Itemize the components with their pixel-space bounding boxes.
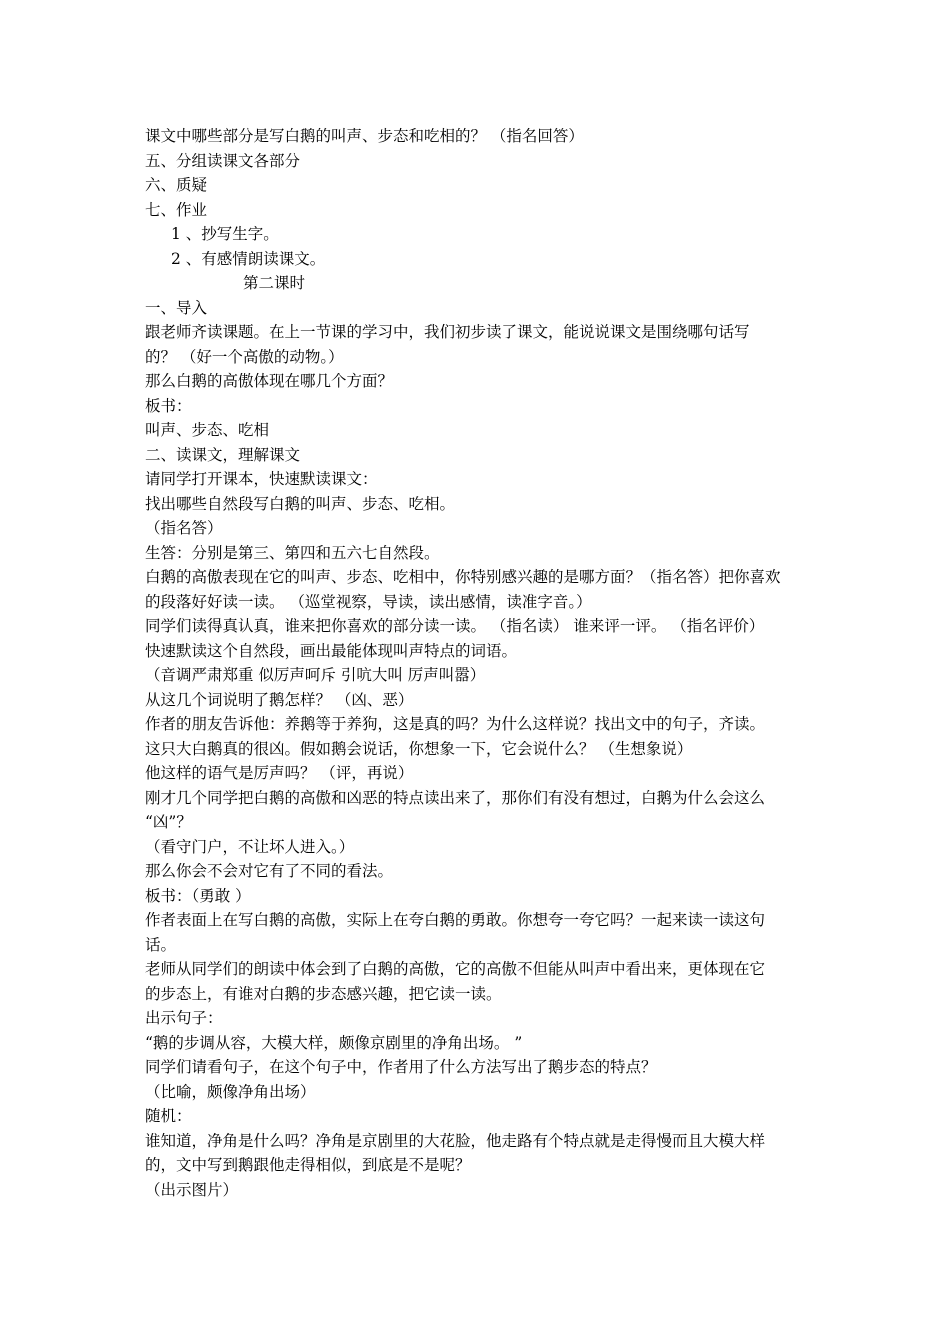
text-line: 的段落好好读一读。 （巡堂视察，导读，读出感情，读准字音。） — [145, 592, 592, 611]
text-line: “凶”？ — [145, 813, 192, 831]
text-line: （指名答） — [145, 519, 223, 537]
text-line: 话。 — [145, 935, 177, 954]
text-line: 的，文中写到鹅跟他走得相似，到底是不是呢？ — [145, 1156, 471, 1174]
section-heading: 六、质疑 — [145, 176, 208, 194]
text-line: （看守门户，不让坏人进入。） — [145, 837, 355, 856]
text-line: 课文中哪些部分是写白鹅的叫声、步态和吃相的？ （指名回答） — [145, 127, 584, 145]
text-line: 白鹅的高傲表现在它的叫声、步态、吃相中，你特别感兴趣的是哪方面？（指名答）把你喜欢 — [145, 568, 781, 586]
text-line: 请同学打开课本，快速默读课文： — [145, 470, 378, 488]
text-line: 板书： — [145, 396, 192, 415]
text-line: （比喻，颇像净角出场） — [145, 1082, 316, 1101]
text-line: 刚才几个同学把白鹅的高傲和凶恶的特点读出来了，那你们有没有想过，白鹅为什么会这么 — [145, 788, 766, 807]
text-line: 那么白鹅的高傲体现在哪几个方面？ — [145, 372, 394, 390]
text-line: 从这几个词说明了鹅怎样？ （凶、恶） — [145, 690, 414, 709]
lesson-title: 第二课时 — [243, 274, 306, 292]
text-line: 快速默读这个自然段，画出最能体现叫声特点的词语。 — [145, 641, 518, 660]
section-heading: 一、导入 — [145, 298, 208, 317]
text-line: 板书：（勇敢 ） — [145, 886, 251, 905]
text-line: 随机： — [145, 1107, 192, 1125]
text-line: 的步态上，有谁对白鹅的步态感兴趣，把它读一读。 — [145, 984, 502, 1003]
text-line: 作者表面上在写白鹅的高傲，实际上在夸白鹅的勇敢。你想夸一夸它吗？一起来读一读这句 — [145, 911, 766, 929]
text-line: 同学们请看句子，在这个句子中，作者用了什么方法写出了鹅步态的特点？ — [145, 1058, 657, 1076]
text-line: 的？ （好一个高傲的动物。） — [145, 347, 344, 366]
text-line: （出示图片） — [145, 1180, 239, 1199]
section-heading: 二、读课文，理解课文 — [145, 445, 301, 464]
text-line: 作者的朋友告诉他：养鹅等于养狗，这是真的吗？为什么这样说？找出文中的句子，齐读。 — [145, 715, 766, 733]
text-line: 老师从同学们的朗读中体会到了白鹅的高傲，它的高傲不但能从叫声中看出来，更体现在它 — [145, 960, 766, 978]
section-heading: 七、作业 — [145, 200, 208, 219]
list-item: 2 、有感情朗读课文。 — [171, 249, 326, 268]
document-page — [145, 124, 825, 1202]
text-line: 叫声、步态、吃相 — [145, 421, 270, 439]
text-line: （音调严肃郑重 似厉声呵斥 引吭大叫 厉声叫嚣） — [145, 666, 486, 684]
text-line: 那么你会不会对它有了不同的看法。 — [145, 862, 394, 880]
list-item: 1 、抄写生字。 — [171, 225, 279, 243]
text-line: 出示句子： — [145, 1009, 223, 1027]
quoted-sentence: “鹅的步调从容，大模大样，颇像京剧里的净角出场。 ” — [145, 1033, 523, 1052]
text-line: 跟老师齐读课题。在上一节课的学习中，我们初步读了课文，能说说课文是围绕哪句话写 — [145, 323, 750, 341]
text-line: 生答：分别是第三、第四和五六七自然段。 — [145, 543, 440, 562]
text-line: 谁知道，净角是什么吗？净角是京剧里的大花脸，他走路有个特点就是走得慢而且大模大样 — [145, 1131, 766, 1150]
text-line: 这只大白鹅真的很凶。假如鹅会说话，你想象一下，它会说什么？ （生想象说） — [145, 739, 693, 758]
text-line: 同学们读得真认真，谁来把你喜欢的部分读一读。 （指名读） 谁来评一评。 （指名评价） — [145, 617, 765, 635]
section-heading: 五、分组读课文各部分 — [145, 151, 301, 170]
text-line: 找出哪些自然段写白鹅的叫声、步态、吃相。 — [145, 494, 456, 513]
text-line: 他这样的语气是厉声吗？ （评，再说） — [145, 764, 414, 782]
